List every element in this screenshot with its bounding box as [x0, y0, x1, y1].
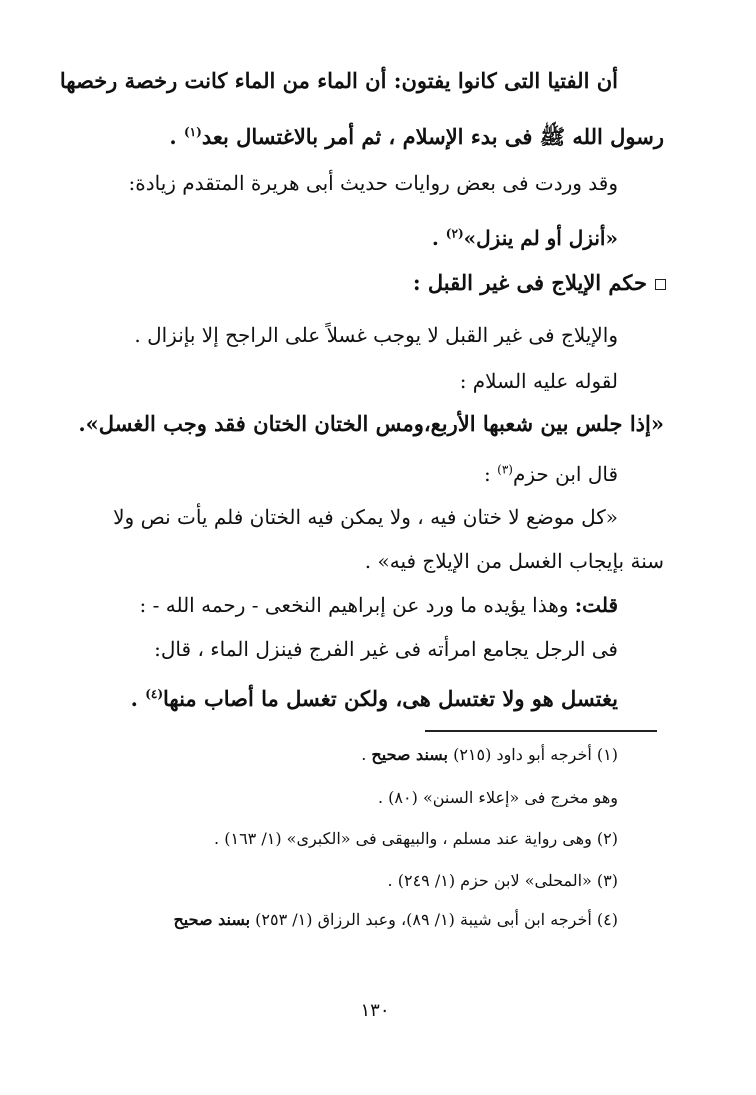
footnote-2: (٢) وهى رواية عند مسلم ، والبيهقى فى «الكبرى» (١/ ١٦٣) .: [214, 829, 618, 848]
text-line-1-content: أن الفتيا التى كانوا يفتون: أن الماء من الماء كانت رخصة رخصها: [59, 68, 618, 93]
text-line-14: يغتسل هو ولا تغتسل هى، ولكن تغسل ما أصاب منها$^{(٤)}$ .: [130, 686, 618, 711]
footnote-ref-2: (٢): [445, 226, 464, 241]
text-line-10: «كل موضع لا ختان فيه ، ولا يمكن فيه الختان فلم يأت نص ولا: [113, 505, 618, 529]
footnote-1-continuation: وهو مخرج فى «إعلاء السنن» (٨٠) .: [378, 788, 618, 807]
text-line-3: وقد وردت فى بعض روايات حديث أبى هريرة المتقدم زيادة:: [128, 171, 618, 195]
footnote-4: (٤) أخرجه ابن أبى شيبة (١/ ٨٩)، وعبد الرزاق (١/ ٢٥٣) بسند صحيح: [173, 910, 618, 929]
footnote-ref-4: (٤): [145, 687, 164, 701]
footnote-1: (١) أخرجه أبو داود (٢١٥) بسند صحيح .: [361, 745, 618, 764]
qult-label: قلت:: [574, 593, 618, 617]
text-line-12: قلت: وهذا يؤيده ما ورد عن إبراهيم النخعى - رحمه الله - :: [139, 593, 618, 617]
footnote-separator: [425, 730, 657, 732]
page-number: ١٣٠: [360, 1000, 390, 1021]
footnote-ref-1: (١): [183, 125, 202, 139]
footnote-3: (٣) «المحلى» لابن حزم (١/ ٢٤٩) .: [387, 871, 618, 890]
text-line-6: والإيلاج فى غير القبل لا يوجب غسلاً على الراجح إلا بإنزال .: [134, 323, 618, 347]
footnote-ref-3: (٣): [497, 462, 513, 477]
text-line-11: سنة بإيجاب الغسل من الإيلاج فيه» .: [364, 549, 664, 573]
text-line-13: فى الرجل يجامع امرأته فى غير الفرج فينزل الماء ، قال:: [154, 637, 618, 661]
text-line-7: لقوله عليه السلام :: [459, 369, 618, 393]
text-line-4: «أنزل أو لم ينزل»$^{(٢)}$ .: [431, 226, 618, 250]
square-bullet-icon: [655, 279, 666, 290]
hadith-quote: «إذا جلس بين شعبها الأربع،ومس الختان الختان فقد وجب الغسل».: [78, 411, 664, 436]
text-line-9: قال ابن حزم$^{(٣)}$ :: [484, 462, 618, 486]
text-line-2: رسول الله ﷺ فى بدء الإسلام ، ثم أمر بالاغتسال بعد$^{(١)}$ .: [169, 124, 664, 149]
section-heading: حكم الإيلاج فى غير القبل :: [413, 270, 666, 296]
text-line-1: [59, 68, 618, 94]
